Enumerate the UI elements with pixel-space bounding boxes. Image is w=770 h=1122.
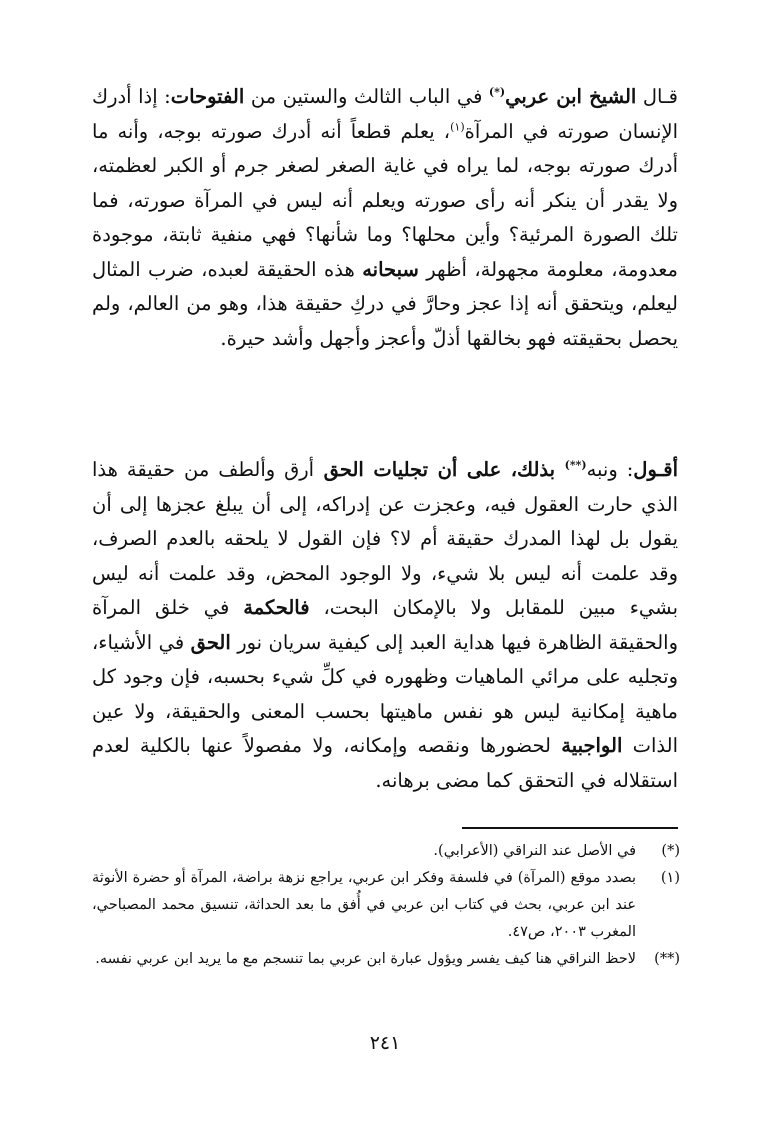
footnote-item (92, 946, 680, 973)
quote-text-part1: إذا أدرك الإنسان صورته في المرآة (92, 85, 679, 143)
footnote-ref-1[interactable]: (١) (450, 120, 465, 133)
footnote-text: بصدد موقع (المرآة) في فلسفة وفكر ابن عربي، يراجع نزهة براضة، المرآة أو حضرة الأنوثة عند ابن عربي، بحث في كتاب ابن عربي في أُفق ما بعد الحداثة، تنسيق محمد المصباحي، المغرب ٢٠٠٣، ص٤٧. (92, 870, 636, 940)
footnote-item (92, 865, 680, 946)
footnote-divider (462, 827, 678, 829)
commentary-text-part2: في خلق المرآة والحقيقة الظاهرة فيها هداية العبد إلى كيفية سريان نور (92, 596, 678, 654)
paragraph-commentary (92, 453, 678, 798)
page-number: ٢٤١ (369, 1032, 401, 1054)
colon: : (164, 85, 171, 108)
paragraph-ibn-arabi-quote (92, 80, 678, 356)
footnote-mark: (*) (661, 843, 680, 859)
bold-haqq: الحق (190, 630, 231, 654)
footnotes (92, 838, 680, 973)
bold-subhanahu: سبحانه (362, 257, 419, 281)
speaker-prefix: قـال (636, 85, 678, 108)
speaker-name: الشيخ ابن عربي (505, 85, 637, 108)
quote-text-part3: هذه الحقيقة لعبده، ضرب المثال ليعلم، ويتحقق أنه إذا عجز وحارَّ في دركِ حقيقة هذا، وهو من العالم، ولم يحصل بحقيقته فهو بخالقها أذلّ وأعجز وأجهل وأشد حيرة. (92, 257, 678, 350)
footnote-ref-double-star[interactable]: (**) (564, 458, 587, 472)
footnote-text: في الأصل عند النراقي (الأعرابي). (433, 843, 636, 859)
bold-wajiba: الواجبية (561, 734, 623, 757)
commentary-text-part1: أرق وألطف من حقيقة هذا الذي حارت العقول فيه، وعجزت عن إدراكه، إلى أن يبلغ عجزها إلى أن يقول بل لهذا المدرك حقيقة أم لا؟ فإن القول لا يلحقه بالعدم الصرف، وقد علمت أنه ليس بلا شيء، ولا الوجود المحض، وقد علمت أنه ليس بشيء مبين للمقابل ولا بالإمكان البحت، (92, 458, 678, 619)
quote-text-part2: ، يعلم قطعاً أنه أدرك صورته بوجه، وأنه ما أدرك صورته بوجه، لما يراه في غاية الصغر لصغر جرم أو الكبر لعظمته، ولا يقدر أن ينكر أنه رأى صورته ويعلم أنه ليس في المرآة صورته، فما تلك الصورة المرئية؟ وأين محلها؟ وما شأنها؟ فهي منفية ثابتة، موجودة معدومة، معلومة مجهولة، أظهر (92, 119, 678, 281)
footnote-mark: (**) (654, 951, 680, 967)
bold-phrase: بذلك، على أن تجليات الحق (314, 458, 565, 481)
lead-text: : ونبه (586, 458, 634, 481)
footnote-item (92, 838, 680, 865)
book-title: الفتوحات (170, 85, 245, 108)
lead-word: أقـول (633, 458, 678, 481)
bold-hikma: فالحكمة (243, 596, 310, 619)
footnote-ref-star[interactable]: (*) (488, 85, 506, 99)
commentary-text-part3: في الأشياء، وتجليه على مرائي الماهيات وظهوره في كلِّ شيء بحسبه، فإن وجود كل ماهية إمكانية ليس هو نفس ماهيتها بحسب المعنى والحقيقة، ولا عين الذات (92, 630, 678, 757)
footnote-text: لاحظ النراقي هنا كيف يفسر ويؤول عبارة ابن عربي بما تنسجم مع ما يريد ابن عربي نفسه. (95, 951, 636, 967)
footnote-mark: (١) (660, 870, 680, 886)
commentary-text-part4: لحضورها ونقصه وإمكانه، ولا مفصولاً عنها بالكلية لعدم استقلاله في التحقق كما مضى برهانه. (92, 734, 678, 792)
intro-text: في الباب الثالث والستين من (244, 85, 489, 108)
